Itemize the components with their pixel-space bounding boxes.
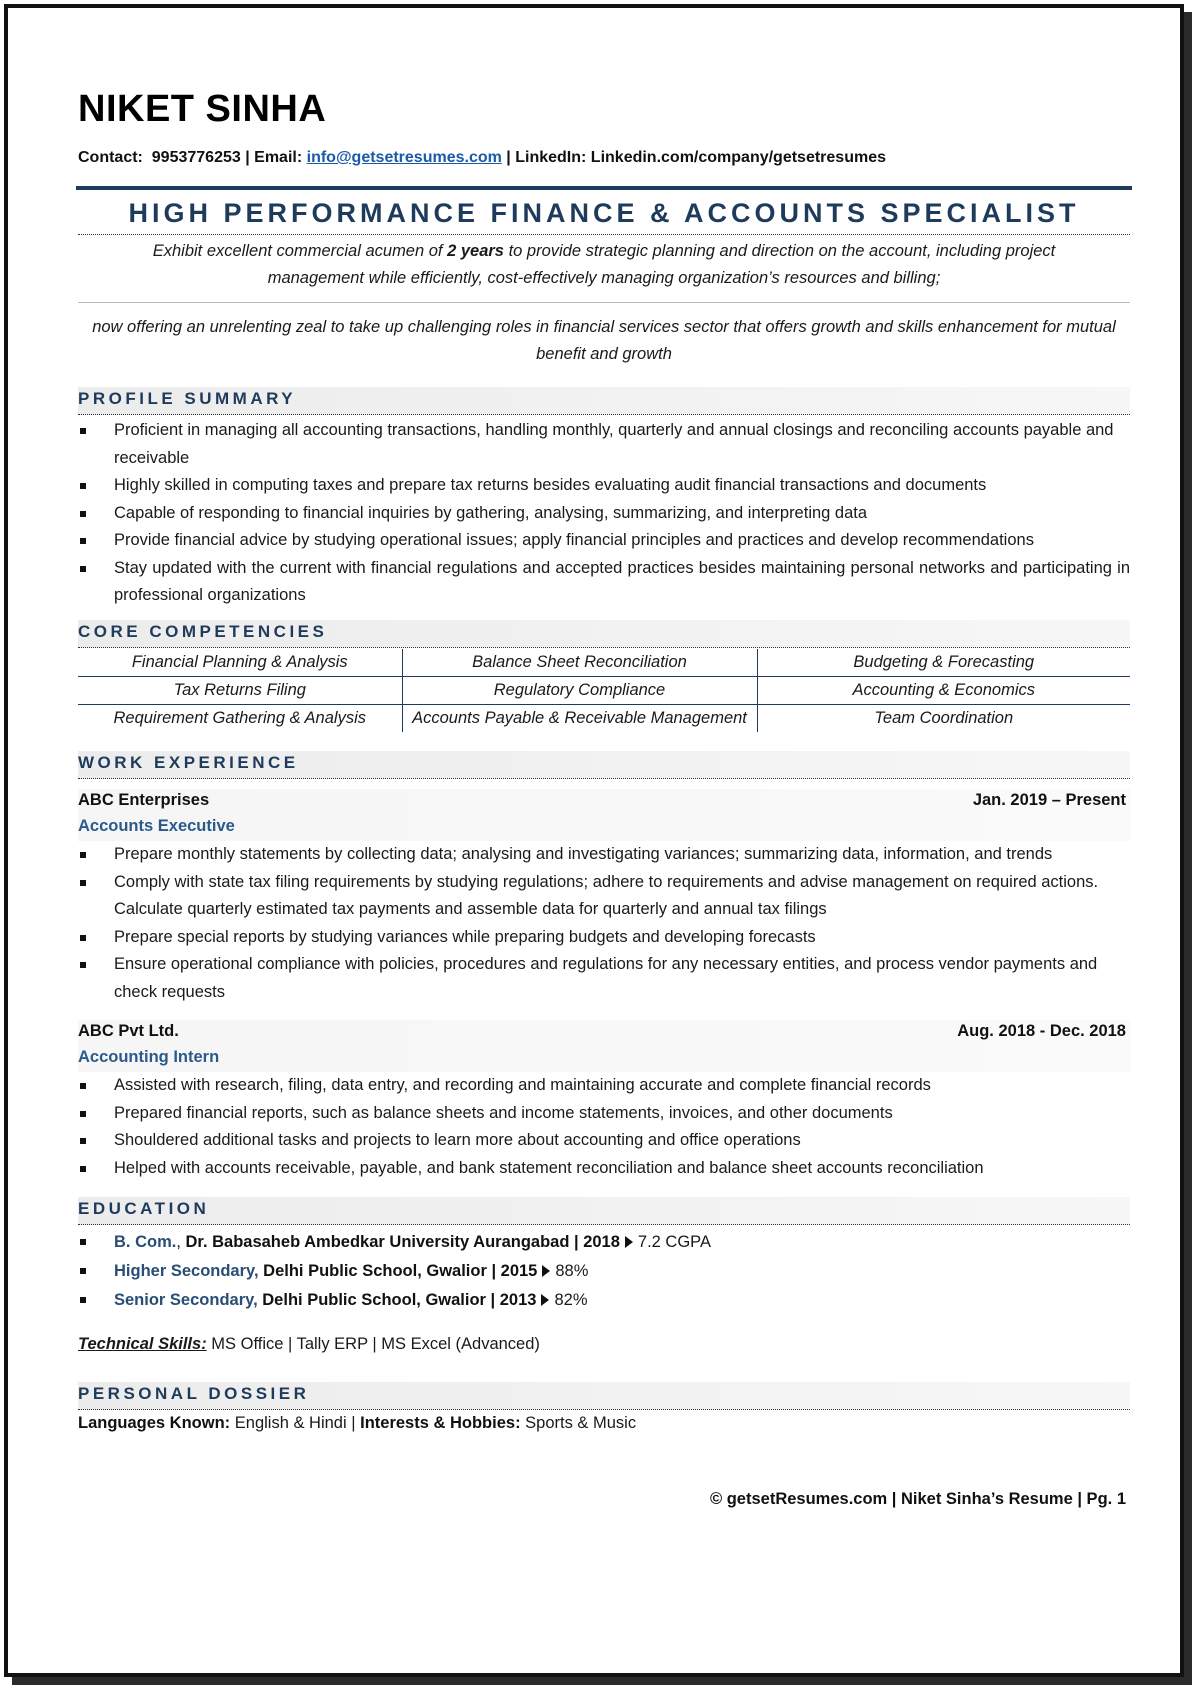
intro-text: Exhibit excellent commercial acumen of [152,242,448,260]
intro-emphasis: 2 years [447,242,504,260]
technical-skills-label: Technical Skills: [78,1335,207,1353]
list-item: Capable of responding to financial inquiries by gathering, analysing, summarizing, and interpreting data [78,500,1130,528]
list-item: Ensure operational compliance with policies, procedures and regulations for any necessary entities, and process vendor payments and check requests [78,951,1130,1006]
section-title: WORK EXPERIENCE [78,753,299,772]
title-divider [76,186,1132,190]
competency-cell: Tax Returns Filing [78,677,402,705]
list-item: Provide financial advice by studying operational issues; apply financial principles and practices and develop recommendations [78,527,1130,555]
competency-cell: Requirement Gathering & Analysis [78,705,402,733]
section-title: PERSONAL DOSSIER [78,1384,310,1403]
education-score: 7.2 CGPA [637,1233,711,1251]
email-label: Email: [254,149,303,166]
education-item [78,1228,1130,1257]
list-item: Helped with accounts receivable, payable, and bank statement reconciliation and balance sheet accounts reconciliation [78,1155,1130,1183]
list-item: Highly skilled in computing taxes and prepare tax returns besides evaluating audit financial transactions and documents [78,472,1130,500]
headline: HIGH PERFORMANCE FINANCE & ACCOUNTS SPECIALIST [128,198,1080,228]
contact-line [78,149,886,167]
list-item: Proficient in managing all accounting transactions, handling monthly, quarterly and annual closings and reconciling accounts payable and receivable [78,417,1130,472]
technical-skills-value: MS Office | Tally ERP | MS Excel (Advanced) [206,1335,540,1353]
section-heading-personal-dossier [78,1382,1130,1410]
phone-number: 9953776253 [151,149,241,166]
linkedin-label: LinkedIn: [515,149,587,166]
table-row [78,705,1130,733]
list-item: Comply with state tax filing requirements by studying regulations; adhere to requirements and advise management on required actions. Calculate quarterly estimated tax payments and assemble data for quarterly and annual tax filings [78,869,1130,924]
job-company: ABC Enterprises [78,791,210,809]
section-heading-profile-summary [78,387,1130,415]
education-level: Higher Secondary, [114,1262,259,1280]
education-list [78,1228,1130,1315]
section-heading-education [78,1197,1130,1225]
intro-paragraph-1 [78,238,1130,292]
email-link[interactable]: info@getsetresumes.com [306,149,502,166]
education-institution: Delhi Public School, Gwalior | 2013 [262,1291,537,1309]
personal-dossier-line [78,1414,636,1433]
competency-cell: Balance Sheet Reconciliation [402,649,757,677]
section-heading-core-competencies [78,620,1130,648]
table-row [78,677,1130,705]
job-duties-list [78,841,1130,1006]
job-duties-list [78,1072,1130,1182]
education-level: B. Com. [114,1233,177,1251]
job-dates: Aug. 2018 - Dec. 2018 [957,1022,1126,1040]
interests-label: Interests & Hobbies: [360,1414,521,1432]
list-item: Prepare special reports by studying variances while preparing budgets and developing forecasts [78,924,1130,952]
section-title: PROFILE SUMMARY [78,389,297,408]
interests-value: Sports & Music [520,1414,637,1432]
competency-cell: Regulatory Compliance [402,677,757,705]
education-item [78,1286,1130,1315]
job-company: ABC Pvt Ltd. [78,1022,179,1040]
competencies-table [78,649,1130,732]
triangle-right-icon [541,1294,549,1306]
education-score: 82% [554,1291,588,1309]
intro-divider [78,302,1130,303]
job-dates: Jan. 2019 – Present [972,791,1126,809]
education-institution: Delhi Public School, Gwalior | 2015 [263,1262,538,1280]
separator: | [506,149,511,166]
linkedin-url: Linkedin.com/company/getsetresumes [590,149,886,166]
competency-cell: Financial Planning & Analysis [131,653,348,671]
list-item: Prepare monthly statements by collecting data; analysing and investigating variances; summarizing data, information, and trends [78,841,1130,869]
intro-text: to provide strategic planning and direction on the account, including project management while efficiently, cost-effectively managing organization’s resources and billing; [267,242,1056,287]
competency-cell: Accounting & Economics [757,677,1130,705]
triangle-right-icon [625,1236,633,1248]
separator: , [176,1233,186,1251]
section-title: EDUCATION [78,1199,210,1218]
competency-cell: Accounts Payable & Receivable Management [402,705,757,733]
list-item: Stay updated with the current with financial regulations and accepted practices besides maintaining personal networks and participating in professional organizations [78,555,1130,610]
triangle-right-icon [542,1265,550,1277]
list-item: Assisted with research, filing, data entry, and recording and maintaining accurate and complete financial records [78,1072,1130,1100]
competency-cell: Team Coordination [757,705,1130,733]
job-title: Accounts Executive [78,817,235,835]
contact-label: Contact: [78,149,143,166]
list-item: Prepared financial reports, such as balance sheets and income statements, invoices, and other documents [78,1100,1130,1128]
intro-paragraph-2: now offering an unrelenting zeal to take up challenging roles in financial services sector that offers growth and skills enhancement for mutual benefit and growth [92,318,1116,363]
separator: | [245,149,250,166]
candidate-name: NIKET SINHA [78,88,327,130]
job-header [78,1020,1130,1072]
section-title: CORE COMPETENCIES [78,622,328,641]
languages-label: Languages Known: [78,1414,231,1432]
profile-summary-list [78,417,1130,610]
job-title: Accounting Intern [78,1048,220,1066]
section-heading-work-experience [78,751,1130,779]
headline-divider [78,234,1130,235]
technical-skills [78,1335,540,1354]
page-footer: © getsetResumes.com | Niket Sinha’s Resume | Pg. 1 [709,1490,1126,1508]
education-level: Senior Secondary, [114,1291,258,1309]
job-header [78,789,1130,841]
education-institution: Dr. Babasaheb Ambedkar University Aurangabad | 2018 [185,1233,620,1251]
competency-cell: Budgeting & Forecasting [757,649,1130,677]
list-item: Shouldered additional tasks and projects to learn more about accounting and office operations [78,1127,1130,1155]
table-row [78,649,1130,677]
education-score: 88% [555,1262,589,1280]
resume-page [4,4,1184,1677]
education-item [78,1257,1130,1286]
languages-value: English & Hindi | [230,1414,361,1432]
